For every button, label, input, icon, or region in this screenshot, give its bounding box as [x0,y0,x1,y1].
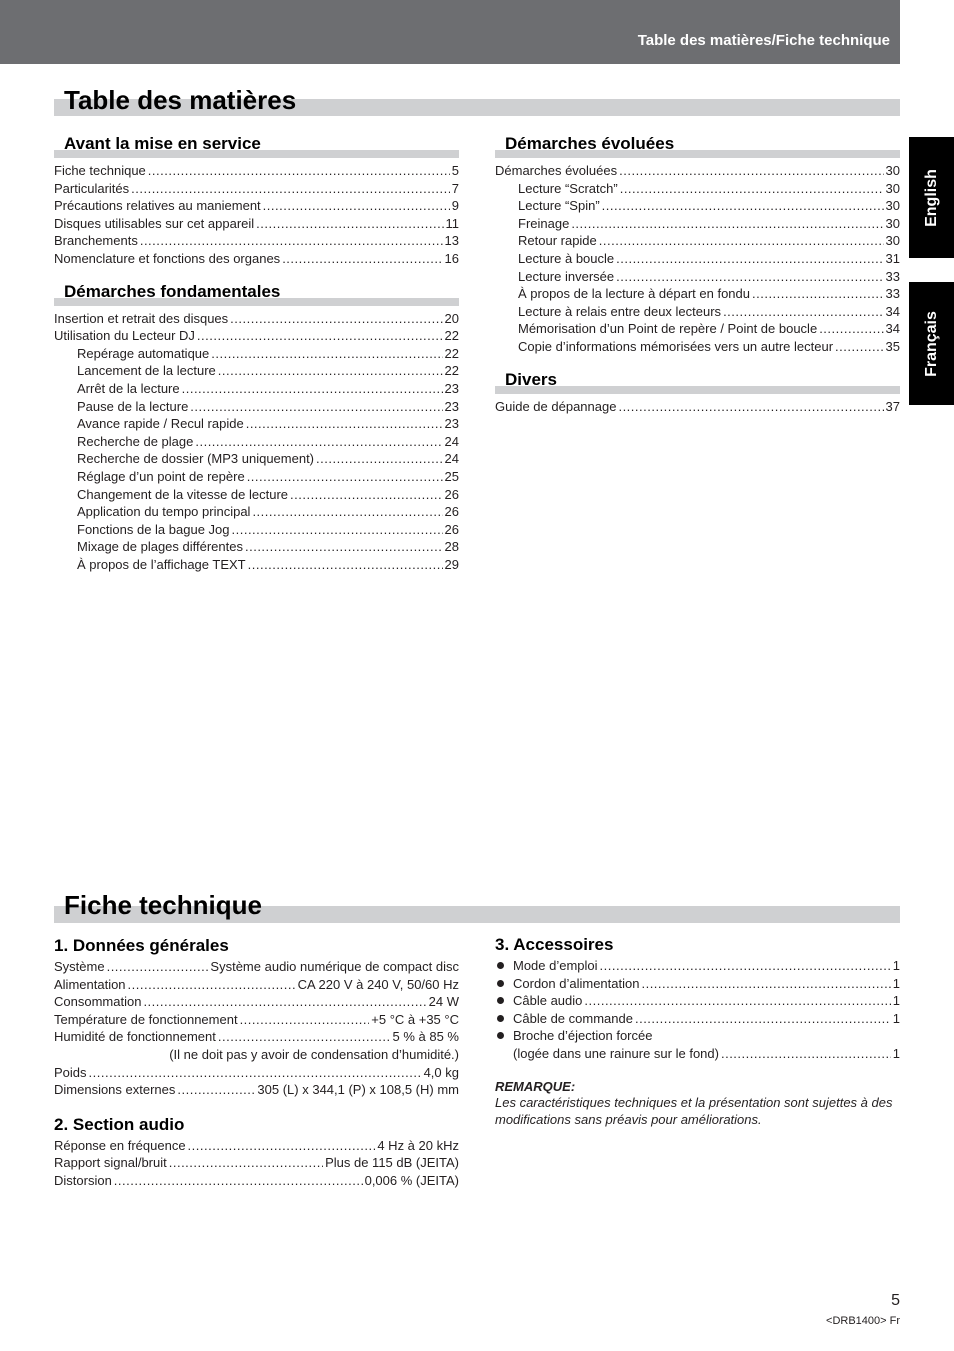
dot-leader [218,362,443,380]
accessory-label: Câble de commande [513,1010,633,1026]
toc-entry[interactable] [54,450,459,468]
spec-label: Dimensions externes [54,1082,176,1098]
section-heading-text: Avant la mise en service [64,134,261,153]
toc-entry-label: Application du tempo principal [77,504,251,520]
toc-entry[interactable] [495,303,900,321]
dot-leader [641,975,890,993]
toc-entry-page: 31 [885,250,900,266]
section-heading-text: Démarches évoluées [505,134,675,153]
dot-leader [131,180,450,198]
dot-leader [195,433,442,451]
accessory-qty: 1 [892,958,900,973]
toc-entry[interactable] [54,556,459,574]
toc-entry-page: 5 [451,163,459,178]
toc-entry-page: 24 [444,433,459,449]
toc-entry[interactable] [54,415,459,433]
dot-leader [600,957,891,975]
section-heading-text: Démarches fondamentales [64,281,281,301]
spec-row [54,1046,459,1064]
toc-entry[interactable] [54,433,459,451]
spec-row [54,1011,459,1029]
spec-value: 4 Hz à 20 kHz [377,1137,459,1153]
accessory-item [495,975,900,993]
accessory-item [495,1010,900,1028]
toc-entry[interactable] [54,486,459,504]
spec-row [54,1172,459,1190]
spec-label: Poids [54,1064,87,1080]
toc-entry-page: 30 [885,180,900,196]
dot-leader [148,162,450,180]
accessories-list [495,957,900,1063]
toc-entry-page: 22 [444,328,459,344]
toc-entry-page: 34 [885,303,900,319]
bullet-icon [497,997,504,1004]
toc-entry-page: 33 [885,268,900,284]
toc-entry-label: Nomenclature et fonctions des organes [54,250,281,266]
toc-entry-page: 26 [444,504,459,520]
dot-leader [248,556,443,574]
toc-entry-label: Précautions relatives au maniement [54,198,261,214]
spec-row [54,993,459,1011]
accessory-label: Cordon d’alimentation [513,975,640,991]
accessory-label: Mode d’emploi [513,958,598,973]
section-heading-text: Divers [505,369,557,389]
toc-entry-label: Utilisation du Lecteur DJ [54,328,195,344]
toc-entry[interactable] [54,310,459,328]
general-specs-list [54,958,459,1099]
spec-note: (Il ne doit pas y avoir de condensation d’humidité.) [169,1046,459,1062]
toc-entry-page: 25 [444,468,459,484]
dot-leader [177,1081,255,1099]
toc-entry-page: 30 [885,198,900,214]
toc-entry[interactable] [54,215,459,233]
toc-entry-label: Avance rapide / Recul rapide [77,416,244,432]
spec-value: 4,0 kg [423,1064,459,1080]
toc-entry-page: 30 [885,215,900,231]
dot-leader [246,415,443,433]
remark-title: REMARQUE: [495,1078,576,1094]
toc-entry-page: 24 [444,451,459,467]
toc-entry-label: Démarches évoluées [495,163,618,178]
toc-entry-page: 33 [885,286,900,302]
dot-leader [584,992,890,1010]
toc-entry[interactable] [54,180,459,198]
general-heading: 1. Données générales [54,936,229,955]
dot-leader [240,1011,370,1029]
accessory-qty: 1 [892,1045,900,1061]
toc-entry-label: Arrêt de la lecture [77,380,180,396]
toc-entry-label: Copie d’informations mémorisées vers un autre lecteur [518,338,834,354]
dot-leader [316,450,443,468]
toc-entry-label: Lecture inversée [518,268,615,284]
dot-leader [114,1172,363,1190]
spec-value: 5 % à 85 % [392,1029,459,1045]
toc-entry-label: Fiche technique [54,163,146,178]
dot-leader [256,215,443,233]
toc-entry-label: Recherche de plage [77,433,194,449]
spec-value: Plus de 115 dB (JEITA) [325,1155,459,1171]
dot-leader [211,345,442,363]
accessories-heading: 3. Accessoires [495,935,614,954]
dot-leader [107,958,209,976]
spec-value: CA 220 V à 240 V, 50/60 Hz [297,976,459,992]
spec-row [54,976,459,994]
toc-entry-label: Lancement de la lecture [77,363,216,379]
dot-leader [616,268,883,286]
toc-entry-page: 30 [885,233,900,249]
toc-entry-label: Lecture à boucle [518,250,615,266]
section-heading [54,136,459,162]
header-title: Table des matières/Fiche technique [637,32,890,49]
toc-entry[interactable] [495,250,900,268]
dot-leader [128,976,296,994]
toc-entry[interactable] [54,538,459,556]
dot-leader [618,398,883,416]
dot-leader [188,1137,376,1155]
toc-entry-label: Retour rapide [518,233,597,249]
toc-entry-page: 35 [885,338,900,354]
toc-entry-label: Insertion et retrait des disques [54,310,229,326]
dot-leader [602,197,884,215]
specs-title: Fiche technique [64,890,262,920]
spec-row [54,1137,459,1155]
dot-leader [169,1154,323,1172]
toc-list [54,310,459,574]
toc-entry[interactable] [54,521,459,539]
specs-left-column [54,936,459,1190]
audio-heading: 2. Section audio [54,1114,185,1134]
spec-label: Réponse en fréquence [54,1137,186,1153]
toc-entry[interactable] [54,468,459,486]
toc-entry[interactable] [495,268,900,286]
dot-leader [263,197,450,215]
accessory-item [495,992,900,1010]
toc-entry[interactable] [54,398,459,416]
toc-entry[interactable] [54,250,459,268]
toc-entry[interactable] [495,215,900,233]
dot-leader [723,303,883,321]
toc-entry-page: 34 [885,321,900,337]
accessory-label: Câble audio [513,993,583,1009]
spec-value: 24 W [428,994,459,1010]
tab-francais[interactable] [909,282,954,405]
toc-entry-label: Freinage [518,215,570,231]
tab-english[interactable] [909,137,954,258]
toc-entry-page: 29 [444,556,459,572]
dot-leader [218,1028,391,1046]
toc-entry[interactable] [54,197,459,215]
toc-entry-page: 26 [444,486,459,502]
dot-leader [197,327,443,345]
accessory-item [495,957,900,975]
dot-leader [282,250,442,268]
dot-leader [819,320,883,338]
toc-entry-label: Recherche de dossier (MP3 uniquement) [77,451,315,467]
toc-list [54,162,459,268]
spec-row [54,958,459,976]
toc-entry-label: À propos de la lecture à départ en fondu [518,286,750,302]
toc-entry[interactable] [495,320,900,338]
dot-leader [616,250,883,268]
toc-entry-page: 23 [444,398,459,414]
accessory-qty: 1 [892,1010,900,1026]
toc-entry[interactable] [495,285,900,303]
toc-entry[interactable] [54,345,459,363]
toc-entry-label: Lecture à relais entre deux lecteurs [518,303,722,319]
toc-entry-page: 26 [444,521,459,537]
toc-entry-label: Guide de dépannage [495,398,617,414]
toc-entry-page: 22 [444,345,459,361]
accessory-label: Broche d’éjection forcée [513,1028,653,1044]
accessory-qty: 1 [892,975,900,991]
tab-english-label: English [922,168,940,227]
dot-leader [752,285,884,303]
accessory-label: (logée dans une rainure sur le fond) [513,1045,719,1061]
remark-text: Les caractéristiques techniques et la présentation sont sujettes à des modifications sans préavis pour améliorations. [495,1094,893,1128]
toc-entry-label: Réglage d’un point de repère [77,468,245,484]
toc-entry-label: À propos de l’affichage TEXT [77,556,246,572]
page-number: 5 [891,1292,900,1309]
toc-entry-label: Branchements [54,233,138,249]
dot-leader [232,521,443,539]
spec-value: Système audio numérique de compact disc [210,959,459,974]
toc-entry-label: Pause de la lecture [77,398,189,414]
toc-entry-page: 7 [451,180,459,196]
toc-entry-label: Mémorisation d’un Point de repère / Point de boucle [518,321,818,337]
toc-entry-page: 11 [445,215,459,231]
toc-right-column [495,136,900,415]
toc-entry-page: 20 [444,310,459,326]
toc-title: Table des matières [64,85,297,115]
specs-right-column [495,935,900,1129]
spec-label: Humidité de fonctionnement [54,1029,216,1045]
spec-row [54,1064,459,1082]
toc-entry-label: Lecture “Spin” [518,198,600,214]
toc-entry[interactable] [495,398,900,416]
dot-leader [252,503,442,521]
spec-label: Système [54,959,105,974]
toc-entry-label: Changement de la vitesse de lecture [77,486,289,502]
spec-value: 305 (L) x 344,1 (P) x 108,5 (H) mm [257,1082,459,1098]
spec-row [54,1154,459,1172]
spec-label: Température de fonctionnement [54,1011,238,1027]
spec-label: Rapport signal/bruit [54,1155,167,1171]
toc-entry-label: Disques utilisables sur cet appareil [54,215,255,231]
dot-leader [140,232,443,250]
toc-entry-label: Repérage automatique [77,345,210,361]
dot-leader [571,215,883,233]
accessory-qty: 1 [892,993,900,1009]
toc-entry-page: 13 [444,233,459,249]
header-bar [0,0,900,64]
toc-entry[interactable] [495,232,900,250]
dot-leader [599,232,884,250]
spec-row [54,1028,459,1046]
dot-leader [620,180,884,198]
dot-leader [290,486,443,504]
toc-entry-page: 9 [451,198,459,214]
spec-value: 0,006 % (JEITA) [364,1172,459,1188]
doc-reference: <DRB1400> Fr [826,1315,900,1327]
dot-leader [230,310,442,328]
toc-entry[interactable] [54,327,459,345]
accessory-item [495,1045,900,1063]
toc-entry-label: Mixage de plages différentes [77,539,243,555]
toc-left-column [54,136,459,573]
toc-entry-page: 37 [885,398,900,414]
dot-leader [635,1010,891,1028]
bullet-icon [497,1032,504,1039]
bullet-icon [497,980,504,987]
section-heading [54,281,459,310]
toc-entry[interactable] [54,232,459,250]
toc-entry[interactable] [495,338,900,356]
toc-entry-label: Fonctions de la bague Jog [77,521,230,537]
bullet-icon [497,962,504,969]
dot-leader [182,380,443,398]
dot-leader [835,338,884,356]
accessory-item [495,1027,900,1045]
toc-entry[interactable] [495,197,900,215]
spec-label: Alimentation [54,976,126,992]
dot-leader [143,993,426,1011]
toc-list [495,162,900,356]
spec-value: +5 °C à +35 °C [371,1011,459,1027]
bullet-icon [497,1015,504,1022]
toc-entry-page: 23 [444,416,459,432]
toc-entry-page: 22 [444,363,459,379]
spec-label: Consommation [54,994,142,1010]
audio-specs-list [54,1137,459,1190]
toc-entry-page: 16 [444,250,459,266]
dot-leader [247,468,443,486]
toc-entry-page: 28 [444,539,459,555]
toc-entry[interactable] [495,162,900,180]
toc-list [495,398,900,416]
section-heading [495,369,900,398]
dot-leader [721,1045,891,1063]
toc-entry-label: Particularités [54,180,130,196]
toc-entry[interactable] [54,362,459,380]
dot-leader [619,162,883,180]
toc-entry[interactable] [495,180,900,198]
toc-entry[interactable] [54,380,459,398]
dot-leader [190,398,442,416]
spec-label: Distorsion [54,1172,112,1188]
spec-row [54,1081,459,1099]
toc-entry-label: Lecture “Scratch” [518,180,618,196]
toc-entry[interactable] [54,162,459,180]
toc-entry-page: 30 [885,163,900,178]
toc-entry-page: 23 [444,380,459,396]
section-heading [495,136,900,162]
dot-leader [245,538,443,556]
tab-francais-label: Français [922,310,940,377]
toc-entry[interactable] [54,503,459,521]
dot-leader [89,1064,422,1082]
